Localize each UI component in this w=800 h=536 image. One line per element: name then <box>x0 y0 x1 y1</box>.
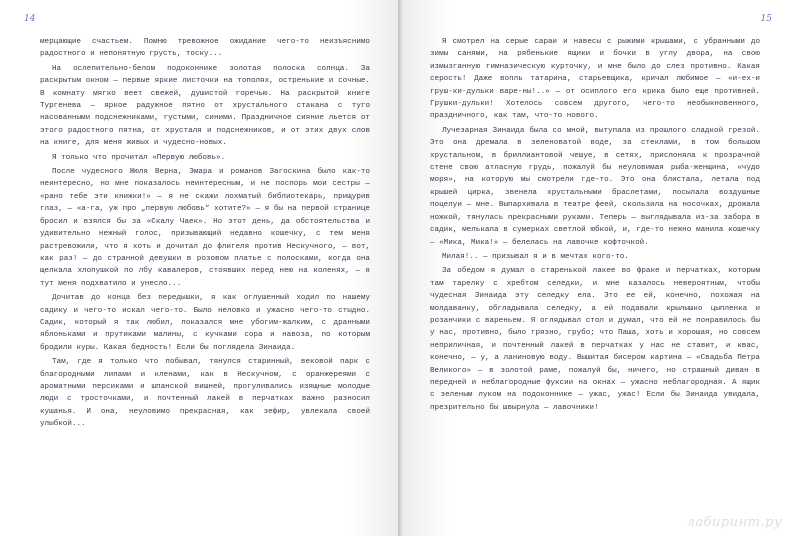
paragraph: Милая!.. — призывал я и в мечтах кого-то. <box>442 252 629 261</box>
paragraph: Я смотрел на серые сараи и навесы с рыжими крышами, с убранными до зимы санями, на рябенькие ящики и бочки в углу двора, на свою измызганную гимназическую курточку, и мне было до слез противно. Какая серость! Даже вопль татарина, старьевщика, кричал любимое — «и-ех-и груш-ки-дульки варе-ны!..» — от осиплого его крика было еще противней. Грушки-дульки! Хотелось совсем другого, чего-то необыкновенного, праздничного, как там, что-то нового. <box>430 38 760 121</box>
paragraph: Там, где я только что побывал, тянулся старинный, вековой парк с благородными липами и кленами, как в Нескучном, с оранжереями с ароматными персиками и шпанской вишней, прогуливались изящные молодые люди с тросточками, и почтенный лакей в перчатках важно разносил кушанья. И она, неуловимо прекрасная, как зефир, увлекала своей улыбкой... <box>40 358 370 429</box>
right-page <box>402 0 800 536</box>
paragraph: За обедом я думал о старенькой лакее во фраке и перчатках, которым там тарелку с хребтом селедки, и мне казалось невероятным, чтобы чудесная Зинаида эту селедку ела. Это ее ей, конечно, похожая на молдаванку, обгладывала селедку, а ей подавали крылышко цыпленка и розанчики с вареньем. Я оглядывал стол и думал, что ей не понравилось бы у нас, противно, было грязно, грубо; что Паша, хоть и хорошая, но совсем неприличная, и почтенный лакей в перчатках у нас не ставит, и квас, конечно, — у, а ланиновую воду. Вышитая бисером картина — «Свадьба Петра Великого» — в золотой раме, пожалуй бы, ничего, но страшный диван в передней и неблагородные фуксии на окнах — ужасно неблагородная. А ящик с зеленым луком на подоконнике — ужас, ужас! Если бы Зинаида увидала, презрительно бы швырнула — лавочники! <box>430 267 760 412</box>
paragraph: На ослепительно-белом подоконнике золотая полоска солнца. За раскрытым окном — первые яркие листочки на тополях, остренькие и сочные. В комнату мягко веет свежей, душистой горечью. На раскрытой книге Тургенева — яркое радужное пятно от хрустального стакана с тугo насованными подснежниками, густыми, синими. Праздничное сияние льется от этого радостного пятна, от хрусталя и подснежников, и от этих двух слов на книге, для меня живых и чудесно-новых. <box>40 64 370 148</box>
left-page-number: 14 <box>24 14 36 24</box>
left-page <box>0 0 398 536</box>
paragraph: Я только что прочитал «Первую любовь». <box>52 153 226 162</box>
right-page-text <box>430 36 760 414</box>
right-page-number: 15 <box>760 14 772 24</box>
watermark-logo: лабиринт.ру <box>686 515 782 530</box>
paragraph: После чудесного Жюля Верна, Эмара и романов Загоскина было как-то неинтересно, но мне показалось неинтересным, и не поспорь мои сестры — «рано тебе эти книжки!» — я не скажи лохматый библиотекарь, прищурив глаз, — «а-га, уж про „первую любовь“ хотите?» — я бы на первой странице бросил и взялся бы за «Скалу Чаек». Но этот день, да обстоятельства и удивительно нежный голос, призывающий недавно кошечку, с тем меня растревожили, что я хоть и дочитал до флигеля против Нескучного, — вот, как раз! — до странной девушки в розовом платье с полосками, когда она щелкала хлопушкой по лбу кавалеров, стоявших перед нею на коленях, — я тут меня подхватило и унесло... <box>40 168 370 288</box>
left-page-text <box>40 36 370 431</box>
paragraph: Дочитав до конца без передышки, я как оглушенный ходил по нашему садику и чего-то искал чего-то. Было неловко и ужасно чего-то стыдно. Садик, который я так любил, показался мне убогим-жалким, с дранными яблоньками и прутиками малины, с кучками сора и навоза, по которым бродили куры. Какая бедность! Если бы поглядела Зинаида. <box>40 294 370 352</box>
paragraph: Лучезарная Зинаида была со мной, вытупала из прошлого сладкой грезой. Это она дремала в зеленоватой воде, за стеклами, в том большом хрустальном, в бриллиантовой чешуе, в сетях, прислоняла к прозрачной стене свою атласную грудь, пожалуй бы неуловимая рыба-женщина, «чудо моря», на которую мы смотрели где-то. Это она блистала, летала под крышей цирка, звенела хрустальными браслетами, посылала воздушные поцелуи — мне. Выпархивала в театре феей, скользила на носочках, дрожала ножкой, тянулась прекрасными руками. Теперь — выглядывала из-за забора в садик, мелькала в сумерках светлой юбкой, и, где-то нежно манила кошечку — «Мика, Мика!» — белелась на лавочке кофточкой. <box>430 126 760 247</box>
paragraph: мерцающие счастьем. Помню тревожное ожидание чего-то неизъяснимо радостного и непонятную грусть, тоску... <box>40 38 370 59</box>
